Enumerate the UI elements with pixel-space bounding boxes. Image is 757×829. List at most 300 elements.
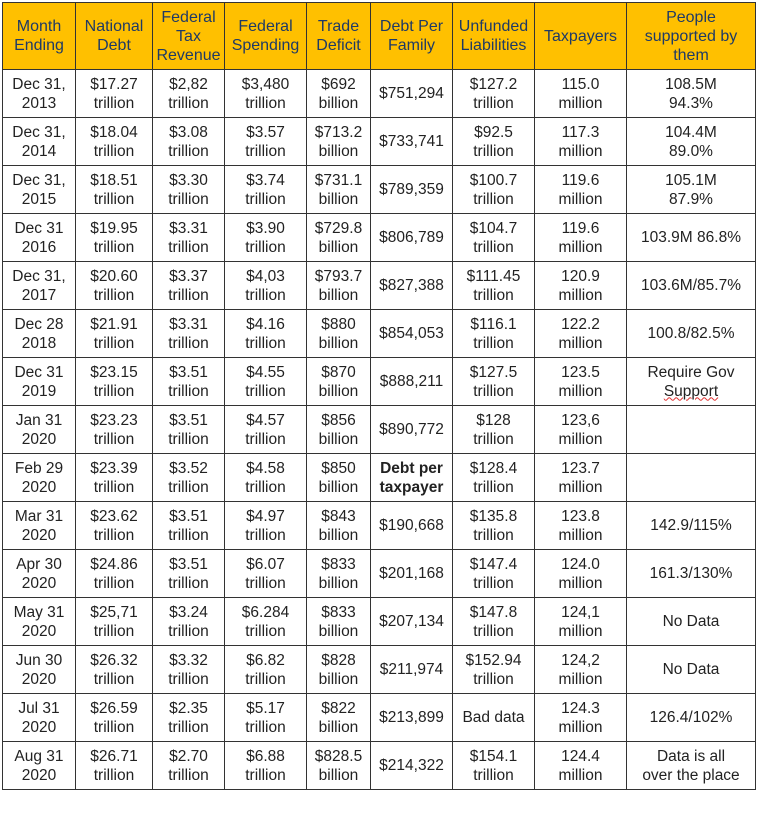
cell-trade-deficit bbox=[307, 598, 371, 646]
cell-line: billion bbox=[318, 334, 359, 352]
cell-people-supported bbox=[627, 166, 756, 214]
cell-line: Dec 28 bbox=[14, 315, 64, 333]
cell-line: million bbox=[558, 382, 603, 400]
cell-line: Debt bbox=[97, 37, 131, 54]
cell-line: $201,168 bbox=[379, 565, 444, 582]
cell-line: $104.7 bbox=[469, 219, 518, 237]
table-row bbox=[3, 742, 756, 790]
cell-line: $128.4 bbox=[469, 459, 518, 477]
cell-line: trillion bbox=[168, 334, 209, 352]
cell-taxpayers bbox=[535, 310, 627, 358]
cell-line: million bbox=[558, 526, 603, 544]
cell-federal-tax-revenue bbox=[153, 598, 225, 646]
cell-line: $18.04 bbox=[90, 123, 138, 141]
cell-federal-spending bbox=[225, 358, 307, 406]
cell-federal-spending bbox=[225, 118, 307, 166]
cell-line: $4,03 bbox=[246, 267, 285, 285]
cell-line: Debt Per bbox=[379, 18, 444, 35]
cell-taxpayers bbox=[535, 262, 627, 310]
cell-line: $3.51 bbox=[169, 555, 208, 573]
cell-line: million bbox=[558, 718, 603, 736]
cell-line: $3.74 bbox=[246, 171, 285, 189]
cell-unfunded-liabilities bbox=[453, 70, 535, 118]
cell-line: 2019 bbox=[21, 382, 57, 400]
cell-national-debt bbox=[76, 646, 153, 694]
cell-line: $729.8 bbox=[314, 219, 363, 237]
cell-line: $713.2 bbox=[314, 123, 363, 141]
cell-line: $3.31 bbox=[169, 315, 208, 333]
cell-trade-deficit bbox=[307, 502, 371, 550]
cell-line: $6.284 bbox=[241, 603, 290, 621]
cell-line: trillion bbox=[168, 670, 209, 688]
cell-unfunded-liabilities bbox=[453, 214, 535, 262]
cell-line: 2020 bbox=[21, 430, 57, 448]
cell-line: $4.57 bbox=[246, 411, 285, 429]
cell-line: billion bbox=[318, 238, 359, 256]
cell-line: Mar 31 bbox=[14, 507, 64, 525]
cell-line: $3.32 bbox=[169, 651, 208, 669]
cell-line: 2020 bbox=[21, 574, 57, 592]
cell-line: trillion bbox=[245, 382, 286, 400]
cell-line: $4.97 bbox=[246, 507, 285, 525]
cell-people-supported bbox=[627, 550, 756, 598]
cell-line: 124.0 bbox=[561, 555, 600, 573]
cell-line: trillion bbox=[93, 190, 135, 208]
cell-line: $26.59 bbox=[90, 699, 138, 717]
cell-national-debt bbox=[76, 454, 153, 502]
cell-line: trillion bbox=[93, 286, 135, 304]
cell-line: $3.57 bbox=[246, 123, 285, 141]
cell-month-ending bbox=[3, 742, 76, 790]
cell-taxpayers bbox=[535, 646, 627, 694]
cell-federal-spending bbox=[225, 646, 307, 694]
cell-taxpayers bbox=[535, 406, 627, 454]
cell-line: trillion bbox=[473, 574, 514, 592]
cell-line: trillion bbox=[473, 94, 514, 112]
cell-line: $733,741 bbox=[379, 133, 444, 150]
cell-line: Federal bbox=[161, 8, 216, 26]
cell-line: trillion bbox=[245, 286, 286, 304]
cell-month-ending bbox=[3, 646, 76, 694]
cell-line: $3.30 bbox=[169, 171, 208, 189]
cell-line: $850 bbox=[321, 459, 356, 477]
cell-federal-tax-revenue bbox=[153, 70, 225, 118]
cell-line: trillion bbox=[473, 526, 514, 544]
table-row bbox=[3, 310, 756, 358]
cell-line: 2020 bbox=[21, 526, 57, 544]
cell-people-supported bbox=[627, 454, 756, 502]
cell-line: billion bbox=[318, 718, 359, 736]
cell-line: Month bbox=[16, 18, 62, 35]
cell-line: $6.88 bbox=[246, 747, 285, 765]
cell-line: trillion bbox=[473, 478, 514, 496]
cell-line: $870 bbox=[321, 363, 356, 381]
cell-people-supported bbox=[627, 742, 756, 790]
cell-line: trillion bbox=[93, 334, 135, 352]
cell-line: $23.39 bbox=[90, 459, 138, 477]
cell-line: million bbox=[558, 238, 603, 256]
cell-line: $21.91 bbox=[90, 315, 138, 333]
cell-national-debt bbox=[76, 118, 153, 166]
cell-line: $888,211 bbox=[379, 373, 444, 390]
cell-national-debt bbox=[76, 262, 153, 310]
cell-line: 161.3/130% bbox=[649, 565, 733, 582]
cell-debt-per-family bbox=[371, 502, 453, 550]
cell-line: 122.2 bbox=[561, 315, 600, 333]
cell-line: Trade bbox=[317, 18, 360, 35]
cell-line: trillion bbox=[473, 766, 514, 784]
cell-line: million bbox=[558, 574, 603, 592]
cell-trade-deficit bbox=[307, 742, 371, 790]
cell-line: $4.58 bbox=[246, 459, 285, 477]
cell-line: $152.94 bbox=[465, 651, 522, 669]
cell-taxpayers bbox=[535, 598, 627, 646]
cell-debt-per-family bbox=[371, 70, 453, 118]
cell-federal-tax-revenue bbox=[153, 310, 225, 358]
cell-line: trillion bbox=[93, 766, 135, 784]
cell-line: Deficit bbox=[316, 37, 361, 54]
cell-line: trillion bbox=[473, 142, 514, 160]
cell-unfunded-liabilities bbox=[453, 310, 535, 358]
cell-line: Data is all bbox=[656, 747, 726, 765]
cell-line: Family bbox=[387, 37, 436, 54]
cell-line: 108.5M bbox=[665, 75, 717, 93]
cell-line: billion bbox=[318, 430, 359, 448]
cell-line: Dec 31 bbox=[14, 363, 64, 381]
cell-debt-per-family bbox=[371, 166, 453, 214]
header-people-supported bbox=[627, 3, 756, 70]
cell-line: $856 bbox=[321, 411, 356, 429]
cell-people-supported bbox=[627, 406, 756, 454]
cell-line: 117.3 bbox=[561, 123, 600, 141]
cell-trade-deficit bbox=[307, 166, 371, 214]
cell-line: over the place bbox=[642, 766, 740, 784]
cell-line: 105.1M bbox=[665, 171, 717, 189]
cell-line: $26.32 bbox=[90, 651, 138, 669]
table-header bbox=[3, 3, 756, 70]
table-row bbox=[3, 262, 756, 310]
cell-taxpayers bbox=[535, 166, 627, 214]
header-federal-tax-revenue bbox=[153, 3, 225, 70]
cell-unfunded-liabilities bbox=[453, 262, 535, 310]
cell-line: $3.31 bbox=[169, 219, 208, 237]
cell-federal-spending bbox=[225, 406, 307, 454]
cell-line: Support bbox=[663, 382, 719, 400]
cell-line: billion bbox=[318, 478, 359, 496]
cell-taxpayers bbox=[535, 694, 627, 742]
cell-line: Jun 30 bbox=[15, 651, 63, 669]
cell-unfunded-liabilities bbox=[453, 406, 535, 454]
cell-line: $147.8 bbox=[469, 603, 518, 621]
cell-line: $127.5 bbox=[469, 363, 518, 381]
cell-line: National bbox=[84, 18, 144, 35]
cell-line: 2013 bbox=[21, 94, 57, 112]
debt-table bbox=[2, 2, 756, 790]
cell-line: 124,2 bbox=[561, 651, 600, 669]
cell-federal-spending bbox=[225, 454, 307, 502]
cell-line: trillion bbox=[245, 718, 286, 736]
cell-federal-tax-revenue bbox=[153, 454, 225, 502]
cell-line: Liabilities bbox=[460, 37, 527, 54]
cell-federal-tax-revenue bbox=[153, 262, 225, 310]
cell-people-supported bbox=[627, 646, 756, 694]
cell-line: $100.7 bbox=[469, 171, 518, 189]
cell-line: $3.51 bbox=[169, 507, 208, 525]
cell-federal-tax-revenue bbox=[153, 166, 225, 214]
cell-line: 115.0 bbox=[561, 75, 600, 93]
cell-debt-per-family bbox=[371, 742, 453, 790]
cell-debt-per-family bbox=[371, 454, 453, 502]
cell-line: Dec 31, bbox=[12, 123, 66, 141]
cell-line: $827,388 bbox=[379, 277, 444, 294]
cell-line: $128 bbox=[476, 411, 511, 429]
cell-trade-deficit bbox=[307, 646, 371, 694]
cell-month-ending bbox=[3, 118, 76, 166]
cell-federal-spending bbox=[225, 598, 307, 646]
cell-national-debt bbox=[76, 70, 153, 118]
cell-line: $833 bbox=[321, 603, 356, 621]
cell-line: them bbox=[673, 46, 709, 64]
cell-unfunded-liabilities bbox=[453, 694, 535, 742]
table-row bbox=[3, 598, 756, 646]
cell-people-supported bbox=[627, 214, 756, 262]
cell-line: $3.90 bbox=[246, 219, 285, 237]
cell-line: billion bbox=[318, 382, 359, 400]
cell-line: $147.4 bbox=[469, 555, 518, 573]
table-row bbox=[3, 550, 756, 598]
cell-line: trillion bbox=[245, 430, 286, 448]
cell-trade-deficit bbox=[307, 214, 371, 262]
cell-national-debt bbox=[76, 166, 153, 214]
cell-line: billion bbox=[318, 94, 359, 112]
cell-national-debt bbox=[76, 214, 153, 262]
table-row bbox=[3, 694, 756, 742]
cell-federal-tax-revenue bbox=[153, 358, 225, 406]
table-row bbox=[3, 214, 756, 262]
cell-line: Feb 29 bbox=[14, 459, 64, 477]
cell-unfunded-liabilities bbox=[453, 118, 535, 166]
cell-line: 124.3 bbox=[561, 699, 600, 717]
cell-month-ending bbox=[3, 502, 76, 550]
cell-line: trillion bbox=[473, 670, 514, 688]
cell-line: $116.1 bbox=[470, 315, 517, 333]
cell-line: trillion bbox=[245, 574, 286, 592]
cell-line: trillion bbox=[93, 526, 135, 544]
cell-line: 142.9/115% bbox=[650, 517, 732, 534]
cell-federal-tax-revenue bbox=[153, 118, 225, 166]
cell-line: $3,480 bbox=[241, 75, 290, 93]
cell-line: $214,322 bbox=[379, 757, 444, 774]
cell-line: Federal bbox=[238, 18, 293, 35]
cell-line: 2020 bbox=[21, 478, 57, 496]
cell-line: trillion bbox=[168, 526, 209, 544]
cell-trade-deficit bbox=[307, 406, 371, 454]
cell-line: trillion bbox=[168, 238, 209, 256]
header-national-debt bbox=[76, 3, 153, 70]
cell-federal-spending bbox=[225, 502, 307, 550]
cell-line: trillion bbox=[245, 94, 286, 112]
cell-debt-per-family bbox=[371, 262, 453, 310]
cell-line: $6.82 bbox=[246, 651, 285, 669]
cell-taxpayers bbox=[535, 118, 627, 166]
cell-people-supported bbox=[627, 118, 756, 166]
cell-line: trillion bbox=[473, 382, 514, 400]
cell-line: trillion bbox=[168, 190, 209, 208]
cell-line: $19.95 bbox=[90, 219, 138, 237]
header-trade-deficit bbox=[307, 3, 371, 70]
cell-federal-spending bbox=[225, 262, 307, 310]
cell-line: 94.3% bbox=[669, 94, 713, 112]
cell-line: billion bbox=[318, 574, 359, 592]
cell-line: million bbox=[558, 430, 603, 448]
cell-line: $3.51 bbox=[169, 411, 208, 429]
cell-line: $111.45 bbox=[466, 267, 521, 285]
cell-people-supported bbox=[627, 694, 756, 742]
cell-taxpayers bbox=[535, 742, 627, 790]
cell-line: 119.6 bbox=[561, 219, 600, 237]
cell-line: trillion bbox=[245, 766, 286, 784]
table-row bbox=[3, 118, 756, 166]
cell-line: billion bbox=[318, 766, 359, 784]
cell-line: 123.8 bbox=[561, 507, 600, 525]
cell-line: $789,359 bbox=[379, 181, 444, 198]
cell-line: trillion bbox=[93, 238, 135, 256]
table-row bbox=[3, 406, 756, 454]
cell-line: $4.16 bbox=[246, 315, 285, 333]
cell-national-debt bbox=[76, 598, 153, 646]
cell-line: trillion bbox=[168, 382, 209, 400]
cell-line: million bbox=[558, 190, 603, 208]
cell-line: $822 bbox=[321, 699, 356, 717]
cell-line: $793.7 bbox=[314, 267, 363, 285]
cell-line: May 31 bbox=[13, 603, 65, 621]
cell-line: 2020 bbox=[21, 622, 57, 640]
cell-trade-deficit bbox=[307, 70, 371, 118]
cell-line: Jul 31 bbox=[18, 699, 60, 717]
cell-line: $890,772 bbox=[379, 421, 444, 438]
cell-line: 103.9M 86.8% bbox=[641, 229, 741, 246]
cell-federal-tax-revenue bbox=[153, 646, 225, 694]
cell-line: 104.4M bbox=[665, 123, 717, 141]
header-taxpayers bbox=[535, 3, 627, 70]
cell-trade-deficit bbox=[307, 262, 371, 310]
cell-taxpayers bbox=[535, 550, 627, 598]
cell-national-debt bbox=[76, 550, 153, 598]
cell-line: $3.37 bbox=[169, 267, 208, 285]
cell-line: trillion bbox=[168, 766, 209, 784]
cell-month-ending bbox=[3, 214, 76, 262]
table-row bbox=[3, 646, 756, 694]
cell-federal-tax-revenue bbox=[153, 742, 225, 790]
cell-people-supported bbox=[627, 70, 756, 118]
cell-line: trillion bbox=[93, 622, 135, 640]
cell-national-debt bbox=[76, 406, 153, 454]
cell-federal-spending bbox=[225, 70, 307, 118]
cell-line: $127.2 bbox=[469, 75, 518, 93]
cell-line: million bbox=[558, 766, 603, 784]
cell-line: million bbox=[558, 94, 603, 112]
cell-line: billion bbox=[318, 526, 359, 544]
cell-line: trillion bbox=[93, 94, 135, 112]
cell-line: trillion bbox=[473, 334, 514, 352]
cell-month-ending bbox=[3, 694, 76, 742]
header-unfunded-liabilities bbox=[453, 3, 535, 70]
cell-unfunded-liabilities bbox=[453, 454, 535, 502]
cell-line: trillion bbox=[93, 142, 135, 160]
cell-taxpayers bbox=[535, 70, 627, 118]
cell-line: Taxpayers bbox=[544, 27, 617, 45]
cell-trade-deficit bbox=[307, 550, 371, 598]
cell-national-debt bbox=[76, 358, 153, 406]
cell-line: trillion bbox=[245, 190, 286, 208]
cell-unfunded-liabilities bbox=[453, 598, 535, 646]
cell-line: $23.23 bbox=[90, 411, 138, 429]
cell-people-supported bbox=[627, 502, 756, 550]
cell-line: Dec 31, bbox=[12, 267, 66, 285]
cell-line: Unfunded bbox=[458, 18, 529, 35]
cell-line: 123.5 bbox=[561, 363, 600, 381]
cell-line: $2,82 bbox=[169, 75, 208, 93]
cell-month-ending bbox=[3, 406, 76, 454]
cell-month-ending bbox=[3, 454, 76, 502]
cell-line: People bbox=[666, 8, 716, 26]
cell-line: trillion bbox=[245, 670, 286, 688]
cell-line: Dec 31 bbox=[14, 219, 64, 237]
cell-month-ending bbox=[3, 358, 76, 406]
cell-taxpayers bbox=[535, 214, 627, 262]
cell-line: $4.55 bbox=[246, 363, 285, 381]
cell-month-ending bbox=[3, 262, 76, 310]
cell-debt-per-family bbox=[371, 406, 453, 454]
cell-taxpayers bbox=[535, 358, 627, 406]
cell-national-debt bbox=[76, 502, 153, 550]
cell-line: 123,6 bbox=[561, 411, 600, 429]
cell-line: billion bbox=[318, 670, 359, 688]
cell-line: 2018 bbox=[21, 334, 57, 352]
cell-line: $843 bbox=[321, 507, 356, 525]
cell-line: Aug 31 bbox=[14, 747, 64, 765]
cell-trade-deficit bbox=[307, 694, 371, 742]
cell-line: 2016 bbox=[21, 238, 57, 256]
cell-line: supported by bbox=[644, 27, 738, 45]
cell-federal-spending bbox=[225, 694, 307, 742]
cell-line: Debt per bbox=[380, 459, 443, 477]
cell-line: 119.6 bbox=[561, 171, 600, 189]
cell-line: $211,974 bbox=[379, 661, 444, 678]
cell-line: Spending bbox=[231, 37, 300, 54]
cell-line: 87.9% bbox=[669, 190, 713, 208]
cell-line: trillion bbox=[93, 478, 135, 496]
cell-debt-per-family bbox=[371, 358, 453, 406]
cell-taxpayers bbox=[535, 502, 627, 550]
cell-line: $2.70 bbox=[169, 747, 208, 765]
cell-unfunded-liabilities bbox=[453, 166, 535, 214]
cell-line: trillion bbox=[168, 142, 209, 160]
cell-people-supported bbox=[627, 358, 756, 406]
cell-line: $3.24 bbox=[169, 603, 208, 621]
cell-debt-per-family bbox=[371, 118, 453, 166]
cell-line: $880 bbox=[321, 315, 356, 333]
cell-federal-tax-revenue bbox=[153, 406, 225, 454]
cell-line: trillion bbox=[473, 430, 514, 448]
cell-line: $20.60 bbox=[90, 267, 138, 285]
cell-federal-spending bbox=[225, 550, 307, 598]
cell-line: $213,899 bbox=[379, 709, 444, 726]
cell-people-supported bbox=[627, 310, 756, 358]
cell-line: $135.8 bbox=[469, 507, 518, 525]
cell-line: $25,71 bbox=[90, 603, 138, 621]
cell-line: trillion bbox=[473, 286, 514, 304]
